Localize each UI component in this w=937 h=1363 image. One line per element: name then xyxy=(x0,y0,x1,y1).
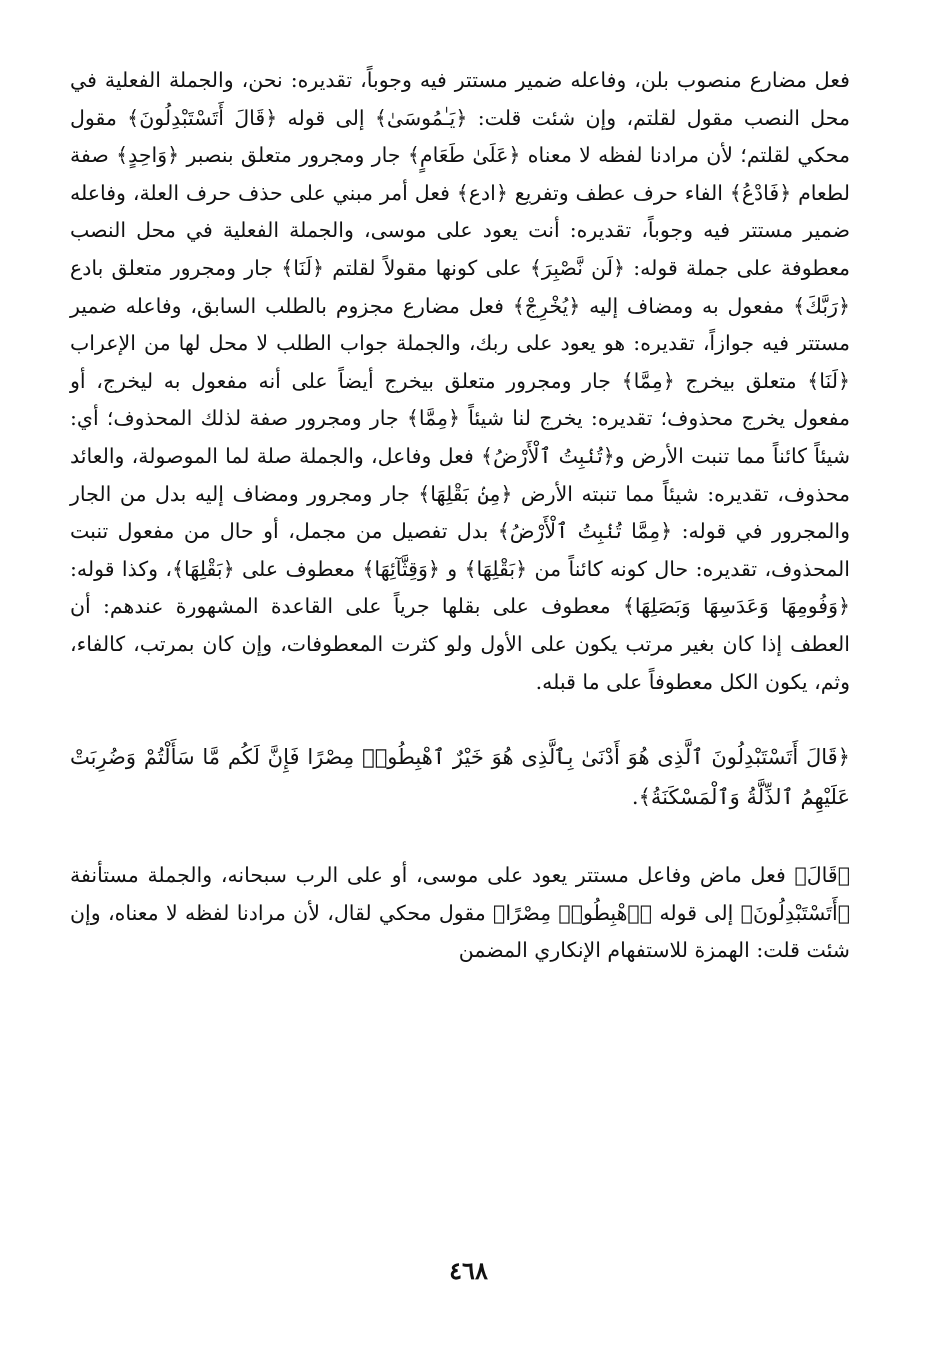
commentary-paragraph-1: فعل مضارع منصوب بلن، وفاعله ضمير مستتر فيه وجوباً، تقديره: نحن، والجملة الفعلية في محل النصب مقول لقلتم، وإن شئت قلت: ﴿يَـٰمُوسَىٰ﴾ إلى قوله ﴿قَالَ أَتَسْتَبْدِلُونَ﴾ مقول محكي لقلتم؛ لأن مرادنا لفظه لا معناه ﴿عَلَىٰ طَعَامٍ﴾ جار ومجرور متعلق بنصبر ﴿وَاحِدٍ﴾ صفة لطعام ﴿فَادْعُ﴾ الفاء حرف عطف وتفريع ﴿ادع﴾ فعل أمر مبني على حذف حرف العلة، وفاعله ضمير مستتر فيه وجوباً، تقديره: أنت يعود على موسى، والجملة الفعلية في محل النصب معطوفة على جملة قوله: ﴿لَن نَّصْبِرَ﴾ على كونها مقولاً لقلتم ﴿لَنَا﴾ جار ومجرور متعلق بادع ﴿رَبَّكَ﴾ مفعول به ومضاف إليه ﴿يُخْرِجْ﴾ فعل مضارع مجزوم بالطلب السابق، وفاعله ضمير مستتر فيه جوازاً، تقديره: هو يعود على ربك، والجملة جواب الطلب لا محل لها من الإعراب ﴿لَنَا﴾ متعلق بيخرج ﴿مِمَّا﴾ جار ومجرور متعلق بيخرج أيضاً على أنه مفعول به ليخرج، أو مفعول يخرج محذوف؛ تقديره: يخرج لنا شيئاً ﴿مِمَّا﴾ جار ومجرور صفة لذلك المحذوف؛ أي: شيئاً كائناً مما تنبت الأرض و﴿تُنۢبِتُ ٱلْأَرْضُ﴾ فعل وفاعل، والجملة صلة لما الموصولة، والعائد محذوف، تقديره: شيئاً مما تنبته الأرض ﴿مِنۢ بَقْلِهَا﴾ جار ومجرور ومضاف إليه بدل من الجار والمجرور في قوله: ﴿مِمَّا تُنۢبِتُ ٱلْأَرْضُ﴾ بدل تفصيل من مجمل، أو حال من مفعول تنبت المحذوف، تقديره: حال كونه كائناً من ﴿بَقْلِهَا﴾ و ﴿وَقِثَّآئِهَا﴾ معطوف على ﴿بَقْلِهَا﴾، وكذا قوله: ﴿وَفُومِهَا وَعَدَسِهَا وَبَصَلِهَا﴾ معطوف على بقلها جرياً على القاعدة المشهورة عندهم: أن العطف إذا كان بغير مرتب يكون على الأول ولو كثرت المعطوفات، وإن كان بمرتب، كالفاء، وثم، يكون الكل معطوفاً على ما قبله. xyxy=(70,68,850,694)
page-body xyxy=(70,62,850,970)
quran-verse: ﴿قَالَ أَتَسْتَبْدِلُونَ ٱلَّذِى هُوَ أَدْنَىٰ بِٱلَّذِى هُوَ خَيْرٌ ٱهْبِطُوا۟ مِصْرًا فَإِنَّ لَكُم مَّا سَأَلْتُمْ وَضُرِبَتْ عَلَيْهِمُ ٱلذِّلَّةُ وَٱلْمَسْكَنَةُ﴾. xyxy=(70,745,850,810)
page-number: ٤٦٨ xyxy=(449,1256,488,1285)
commentary-paragraph-2: ﴿قَالَ﴾ فعل ماض وفاعل مستتر يعود على موسى، أو على الرب سبحانه، والجملة مستأنفة ﴿أَتَسْتَبْدِلُونَ﴾ إلى قوله ﴿ٱهْبِطُوا۟ مِصْرًا﴾ مقول محكي لقال، لأن مرادنا لفظه لا معناه، وإن شئت قلت: الهمزة للاستفهام الإنكاري المضمن xyxy=(70,863,850,963)
